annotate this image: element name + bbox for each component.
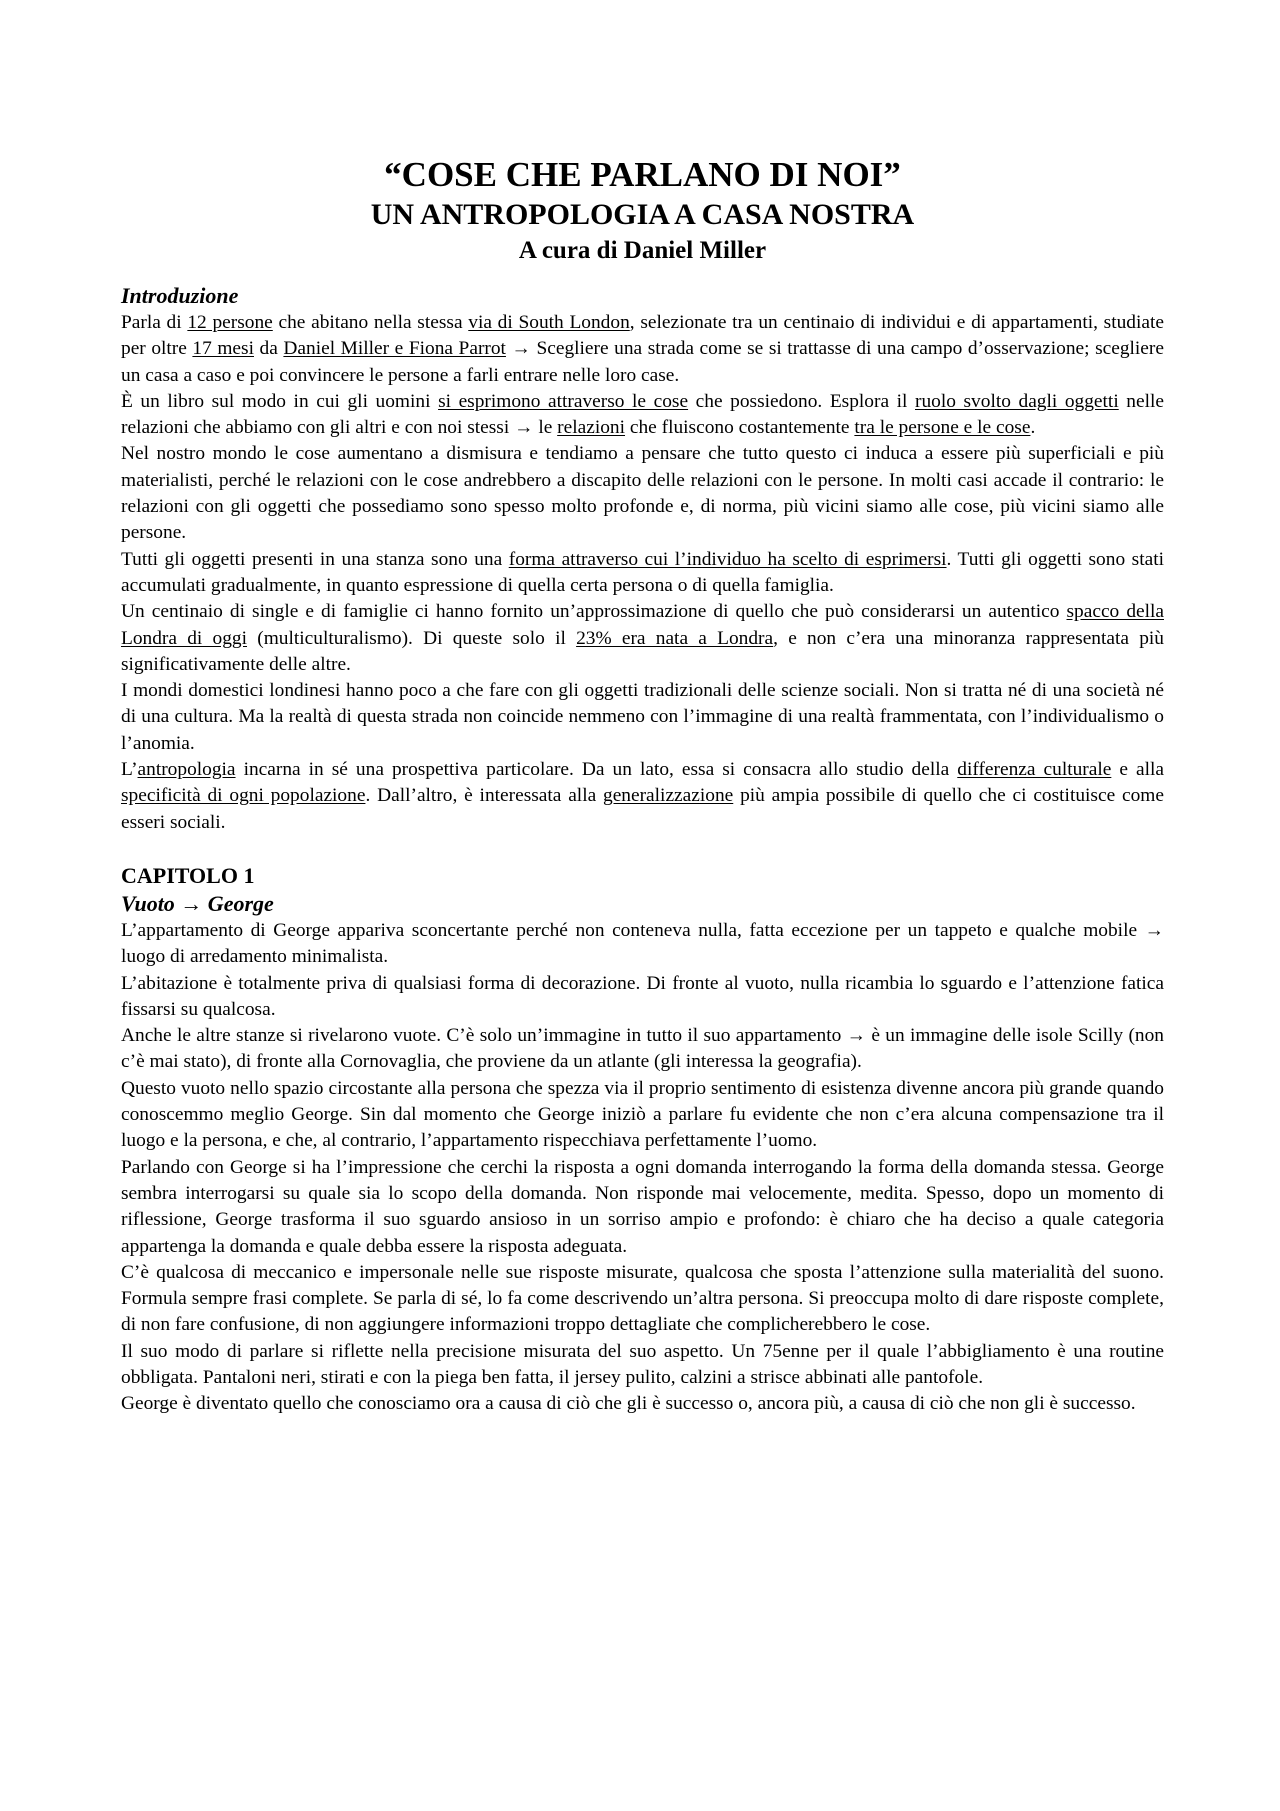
text: → Scegliere una strada come se si trattasse di una campo d’osservazione; scegliere un casa a caso e poi convincere le persone a farli entrare nelle loro case. xyxy=(121,338,1164,386)
underlined-text: Daniel Miller e Fiona Parrot xyxy=(283,338,506,360)
underlined-text: generalizzazione xyxy=(603,785,734,807)
underlined-text: differenza culturale xyxy=(957,759,1112,781)
intro-paragraph-5 xyxy=(121,599,1164,678)
document-subtitle: UN ANTROPOLOGIA A CASA NOSTRA xyxy=(370,198,915,231)
text: incarna in sé una prospettiva particolare. Da un lato, essa si consacra allo studio della xyxy=(235,759,958,781)
underlined-text: tra le persone e le cose xyxy=(854,417,1031,439)
chapter-subheading: Vuoto → George xyxy=(121,890,274,916)
text: Parla di xyxy=(121,312,188,333)
text: che abitano nella stessa xyxy=(272,312,469,333)
text: . Dall’altro, è interessata alla xyxy=(365,785,603,807)
chapter-heading: CAPITOLO 1 xyxy=(121,862,255,888)
intro-heading: Introduzione xyxy=(121,283,239,308)
underlined-text: 12 persone xyxy=(187,312,273,333)
underlined-text: via di South London xyxy=(468,312,630,333)
underlined-text: relazioni xyxy=(557,417,626,439)
chapter-paragraph-1: L’appartamento di George appariva sconcertante perché non conteneva nulla, fatta eccezione per un tappeto e qualche mobile → luogo di arredamento minimalista. xyxy=(121,919,1164,968)
text: (multiculturalismo). Di queste solo il xyxy=(247,627,577,649)
chapter-paragraph-3: Anche le altre stanze si rivelarono vuote. C’è solo un’immagine in tutto il suo appartamento → è un immagine delle isole Scilly (non c’è mai stato), di fronte alla Cornovaglia, che proviene da un atlante (gli interessa la geografia). xyxy=(121,1025,1164,1073)
chapter-paragraph-5: Parlando con George si ha l’impressione che cerchi la risposta a ogni domanda interrogando la forma della domanda stessa. George sembra interrogarsi su quale sia lo scopo della domanda. Non risponde mai velocemente, medita. Spesso, dopo un momento di riflessione, George trasforma il suo sguardo ansioso in un sorriso ampio e profondo: è chiaro che ha deciso a quale categoria appartenga la domanda e quale debba essere la risposta adeguata. xyxy=(121,1156,1164,1257)
text: , selezionate tra un centinaio di individui e di appartamenti, studiate per oltre xyxy=(121,312,1164,360)
intro-paragraph-3: Nel nostro mondo le cose aumentano a dismisura e tendiamo a pensare che tutto questo ci induca a essere più superficiali e più materialisti, perché le relazioni con le cose andrebbero a discapito delle relazioni con le persone. In molti casi accade il contrario: le relazioni con gli oggetti che possediamo sono spesso molto profonde e, di norma, più vicini siamo alle cose, più vicini siamo alle persone. xyxy=(121,443,1164,544)
underlined-text: ruolo svolto dagli oggetti xyxy=(915,390,1119,412)
text: Tutti gli oggetti presenti in una stanza sono una xyxy=(121,548,509,570)
intro-paragraph-6: I mondi domestici londinesi hanno poco a che fare con gli oggetti tradizionali delle scienze sociali. Non si tratta né di una società né di una cultura. Ma la realtà di questa strada non coincide nemmeno con l’immagine di una realtà frammentata, con l’individualismo o l’anomia. xyxy=(121,680,1164,754)
text: È un libro sul modo in cui gli uomini xyxy=(121,390,439,412)
underlined-text: 23% era nata a Londra xyxy=(576,627,774,649)
chapter-paragraph-7: Il suo modo di parlare si riflette nella precisione misurata del suo aspetto. Un 75enne per il quale l’abbigliamento è una routine obbligata. Pantaloni neri, stirati e con la piega ben fatta, il jersey pulito, calzini a strisce abbinati alle pantofole. xyxy=(121,1340,1164,1388)
text: , e non c’era una minoranza rappresentata più significativamente delle altre. xyxy=(121,627,1164,675)
text: che possiedono. Esplora il xyxy=(688,390,915,412)
chapter-paragraph-2: L’abitazione è totalmente priva di qualsiasi forma di decorazione. Di fronte al vuoto, nulla ricambia lo sguardo e l’attenzione fatica fissarsi su qualcosa. xyxy=(121,972,1164,1020)
text: più ampia possibile di quello che ci costituisce come esseri sociali. xyxy=(121,785,1164,833)
document-editor: A cura di Daniel Miller xyxy=(518,237,767,264)
underlined-text: specificità di ogni popolazione xyxy=(121,785,366,807)
text: che fluiscono costantemente xyxy=(625,417,855,439)
chapter-paragraph-8: George è diventato quello che conosciamo ora a causa di ciò che gli è successo o, ancora più, a causa di ciò che non gli è successo. xyxy=(121,1393,1136,1415)
title-block xyxy=(121,154,1164,268)
underlined-text: 17 mesi xyxy=(192,338,254,360)
underlined-text: spacco della Londra di oggi xyxy=(121,601,1164,649)
text: da xyxy=(253,338,284,360)
intro-paragraph-1 xyxy=(121,310,1164,389)
document-title: “COSE CHE PARLANO DI NOI” xyxy=(384,155,901,194)
text: Un centinaio di single e di famiglie ci hanno fornito un’approssimazione di quello che può considerarsi un autentico xyxy=(121,601,1067,623)
text: L’ xyxy=(121,759,138,781)
underlined-text: si esprimono attraverso le cose xyxy=(438,390,689,412)
underlined-text: antropologia xyxy=(137,759,236,781)
text: nelle relazioni che abbiamo con gli altri e con noi stessi → le xyxy=(121,390,1164,439)
text: . Tutti gli oggetti sono stati accumulati gradualmente, in quanto espressione di quella certa persona o di quella famiglia. xyxy=(121,548,1164,596)
chapter-paragraph-4: Questo vuoto nello spazio circostante alla persona che spezza via il proprio sentimento di esistenza divenne ancora più grande quando conoscemmo meglio George. Sin dal momento che George iniziò a parlare fu evidente che non c’era alcuna compensazione tra il luogo e la persona, e che, al contrario, l’appartamento rispecchiava perfettamente l’uomo. xyxy=(121,1077,1164,1152)
chapter-paragraph-6: C’è qualcosa di meccanico e impersonale nelle sue risposte misurate, qualcosa che sposta l’attenzione sulla materialità del suono. Formula sempre frasi complete. Se parla di sé, lo fa come descrivendo un’altra persona. Si preoccupa molto di dare risposte complete, di non fare confusione, di non aggiungere informazioni troppo dettagliate che complicherebbero le cose. xyxy=(121,1261,1164,1336)
intro-paragraph-2 xyxy=(121,389,1164,442)
intro-paragraph-4 xyxy=(121,547,1164,600)
underlined-text: forma attraverso cui l’individuo ha scelto di esprimersi xyxy=(508,548,947,570)
document-page xyxy=(121,154,1164,1418)
intro-paragraph-7 xyxy=(121,757,1164,836)
text: . xyxy=(1030,417,1036,439)
text: e alla xyxy=(1111,759,1164,781)
